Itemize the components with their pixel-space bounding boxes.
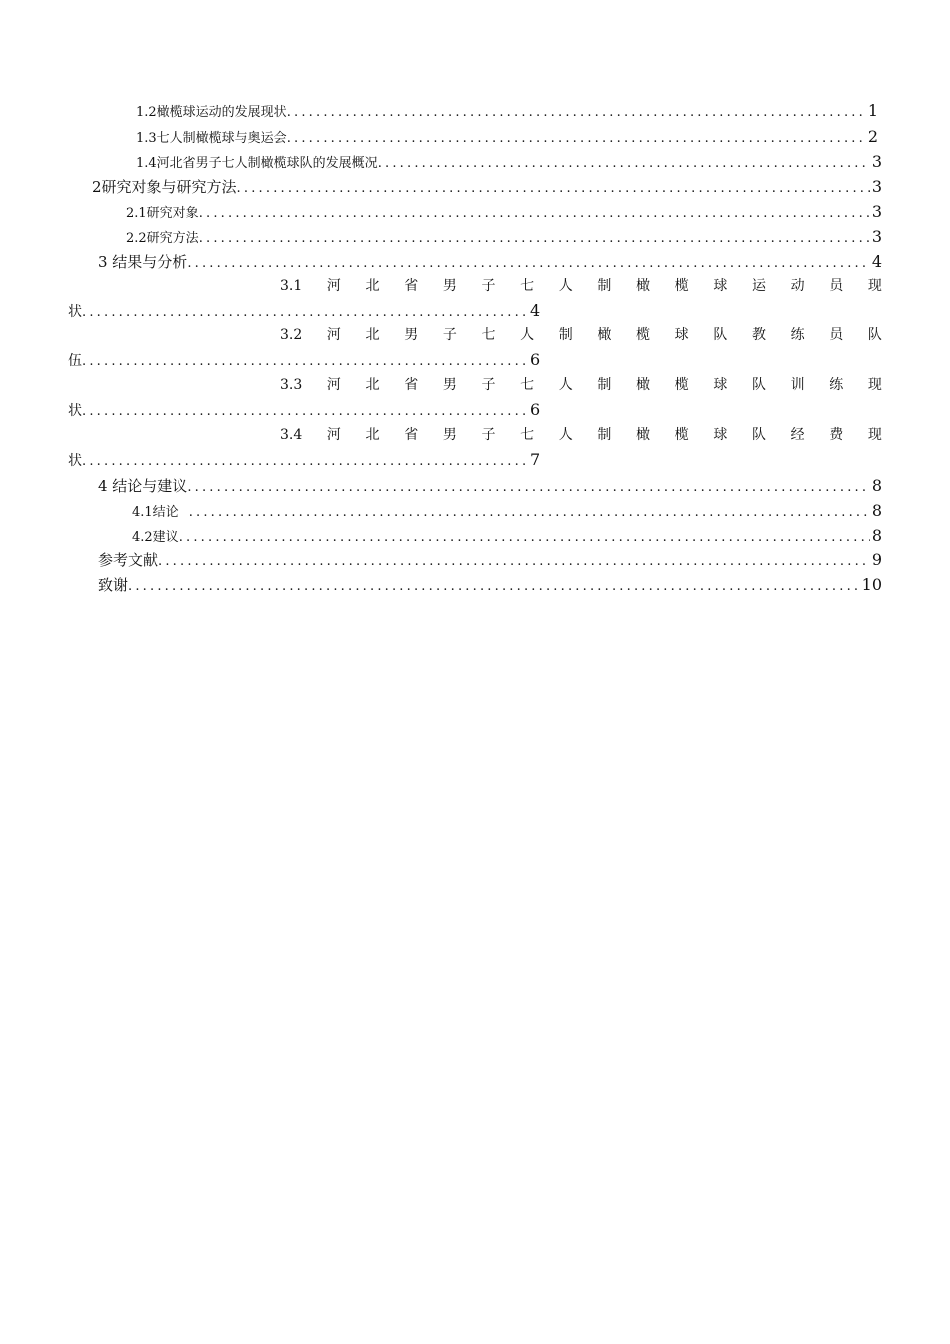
toc-entry-number: 3.1 [280, 278, 303, 294]
toc-page-number: 3 [871, 152, 882, 171]
toc-leader-dots [189, 502, 870, 524]
toc-entry-title: 1.3七人制橄榄球与奥运会 [136, 131, 287, 146]
toc-char: 子 [481, 427, 496, 443]
toc-char: 动 [790, 278, 805, 294]
toc-char: 榄 [674, 377, 689, 393]
toc-entry-title: 参考文献 [98, 551, 159, 569]
toc-char: 七 [481, 327, 496, 343]
toc-entry-2[interactable] [92, 176, 882, 198]
toc-entry-3-3-line2[interactable] [68, 399, 540, 421]
toc-char: 员 [829, 278, 844, 294]
toc-page-number: 4 [530, 301, 541, 320]
toc-entry-1-4[interactable] [136, 151, 882, 173]
toc-entry-1-2[interactable] [136, 100, 878, 122]
toc-char: 橄 [636, 427, 651, 443]
toc-char: 现 [867, 278, 882, 294]
toc-entry-title: 4.2建议 [132, 530, 179, 545]
toc-page-number: 3 [871, 227, 882, 246]
toc-entry-title: 3 结果与分析 [98, 253, 188, 271]
toc-entry-tail: 状 [68, 304, 82, 320]
toc-char: 人 [520, 327, 535, 343]
toc-leader-dots [378, 153, 870, 175]
toc-char: 子 [481, 278, 496, 294]
toc-entry-2-2[interactable] [126, 226, 882, 248]
toc-entry-4-2[interactable] [132, 525, 882, 547]
toc-char: 省 [404, 377, 419, 393]
toc-char: 练 [829, 377, 844, 393]
toc-leader-dots [82, 351, 530, 373]
toc-char: 橄 [597, 327, 612, 343]
toc-page-number: 8 [871, 501, 882, 520]
toc-page-number: 3 [871, 177, 882, 196]
toc-entry-acknowledgements[interactable] [98, 574, 882, 596]
toc-entry-3-4-line1[interactable] [280, 424, 882, 446]
toc-char: 经 [790, 427, 805, 443]
toc-entry-3[interactable] [98, 251, 882, 273]
toc-char: 队 [751, 377, 766, 393]
toc-char: 男 [442, 278, 457, 294]
toc-page-number: 6 [530, 350, 541, 369]
toc-char: 费 [829, 427, 844, 443]
toc-leader-dots [287, 102, 866, 124]
toc-char: 队 [867, 327, 882, 343]
toc-char: 省 [404, 427, 419, 443]
toc-entry-title: 致谢 [98, 576, 129, 594]
toc-char: 省 [404, 278, 419, 294]
toc-leader-dots [199, 203, 870, 225]
toc-char: 运 [751, 278, 766, 294]
toc-entry-4-1[interactable] [132, 500, 882, 522]
toc-char: 男 [404, 327, 419, 343]
toc-char: 河 [326, 377, 341, 393]
toc-entry-tail: 状 [68, 403, 82, 419]
toc-entry-4[interactable] [98, 475, 882, 497]
toc-char: 北 [365, 377, 380, 393]
toc-char: 子 [442, 327, 457, 343]
toc-char: 七 [520, 427, 535, 443]
toc-char: 制 [558, 327, 573, 343]
toc-leader-dots [82, 302, 530, 324]
toc-leader-dots [287, 128, 866, 150]
toc-char: 榄 [636, 327, 651, 343]
toc-leader-dots [187, 253, 870, 275]
toc-entry-number: 3.2 [280, 327, 303, 343]
toc-entry-number: 3.3 [280, 377, 303, 393]
toc-char: 北 [365, 327, 380, 343]
toc-char: 制 [597, 278, 612, 294]
toc-leader-dots [199, 228, 870, 250]
toc-page-number: 2 [867, 127, 878, 146]
toc-char: 球 [713, 278, 728, 294]
toc-entry-3-1-line2[interactable] [68, 300, 540, 322]
toc-char: 训 [790, 377, 805, 393]
toc-entry-3-2-line1[interactable] [280, 324, 882, 346]
toc-page-number: 8 [871, 526, 882, 545]
toc-entry-1-3[interactable] [136, 126, 878, 148]
toc-char: 球 [713, 377, 728, 393]
toc-char: 员 [829, 327, 844, 343]
toc-leader-dots [82, 451, 530, 473]
toc-leader-dots [82, 401, 530, 423]
toc-char: 河 [326, 278, 341, 294]
toc-char: 橄 [636, 377, 651, 393]
toc-page-number: 8 [871, 476, 882, 495]
toc-char: 人 [558, 278, 573, 294]
toc-page-number: 7 [530, 450, 541, 469]
toc-char: 球 [674, 327, 689, 343]
toc-entry-3-3-line1[interactable] [280, 374, 882, 396]
toc-page-number: 6 [530, 400, 541, 419]
toc-char: 球 [713, 427, 728, 443]
toc-entry-title: 4.1结论 [132, 505, 179, 520]
toc-page-number: 1 [867, 101, 878, 120]
toc-char: 现 [867, 427, 882, 443]
toc-leader-dots [237, 178, 870, 200]
toc-leader-dots [187, 477, 870, 499]
toc-char: 队 [713, 327, 728, 343]
toc-char: 现 [867, 377, 882, 393]
toc-char: 七 [520, 377, 535, 393]
toc-entry-title: 2研究对象与研究方法 [92, 178, 237, 196]
toc-char: 河 [326, 427, 341, 443]
toc-char: 制 [597, 427, 612, 443]
toc-entry-tail: 状 [68, 453, 82, 469]
toc-entry-3-4-line2[interactable] [68, 449, 540, 471]
toc-leader-dots [179, 527, 870, 549]
toc-entry-references[interactable] [98, 549, 882, 571]
toc-char: 榄 [674, 278, 689, 294]
toc-entry-2-1[interactable] [126, 201, 882, 223]
toc-char: 子 [481, 377, 496, 393]
toc-entry-3-1-line1[interactable] [280, 275, 882, 297]
toc-char: 人 [558, 427, 573, 443]
toc-entry-title: 1.4河北省男子七人制橄榄球队的发展概况 [136, 156, 378, 171]
toc-char: 队 [751, 427, 766, 443]
toc-page-number: 3 [871, 202, 882, 221]
toc-char: 橄 [636, 278, 651, 294]
toc-char: 北 [365, 278, 380, 294]
toc-entry-tail: 伍 [68, 353, 82, 369]
toc-leader-dots [128, 576, 860, 598]
toc-entry-number: 3.4 [280, 427, 303, 443]
toc-leader-dots [158, 551, 870, 573]
toc-entry-title: 1.2橄榄球运动的发展现状 [136, 105, 287, 120]
toc-entry-3-2-line2[interactable] [68, 349, 540, 371]
toc-entry-title: 2.2研究方法 [126, 231, 199, 246]
toc-char: 制 [597, 377, 612, 393]
toc-entry-title: 2.1研究对象 [126, 206, 199, 221]
toc-char: 人 [558, 377, 573, 393]
toc-char: 北 [365, 427, 380, 443]
toc-char: 河 [326, 327, 341, 343]
toc-char: 教 [751, 327, 766, 343]
toc-entry-title: 4 结论与建议 [98, 477, 188, 495]
toc-char: 男 [442, 427, 457, 443]
toc-char: 练 [790, 327, 805, 343]
toc-page-number: 4 [871, 252, 882, 271]
toc-page-number: 10 [861, 575, 882, 594]
toc-page-number: 9 [871, 550, 882, 569]
toc-char: 榄 [674, 427, 689, 443]
toc-char: 七 [520, 278, 535, 294]
toc-char: 男 [442, 377, 457, 393]
